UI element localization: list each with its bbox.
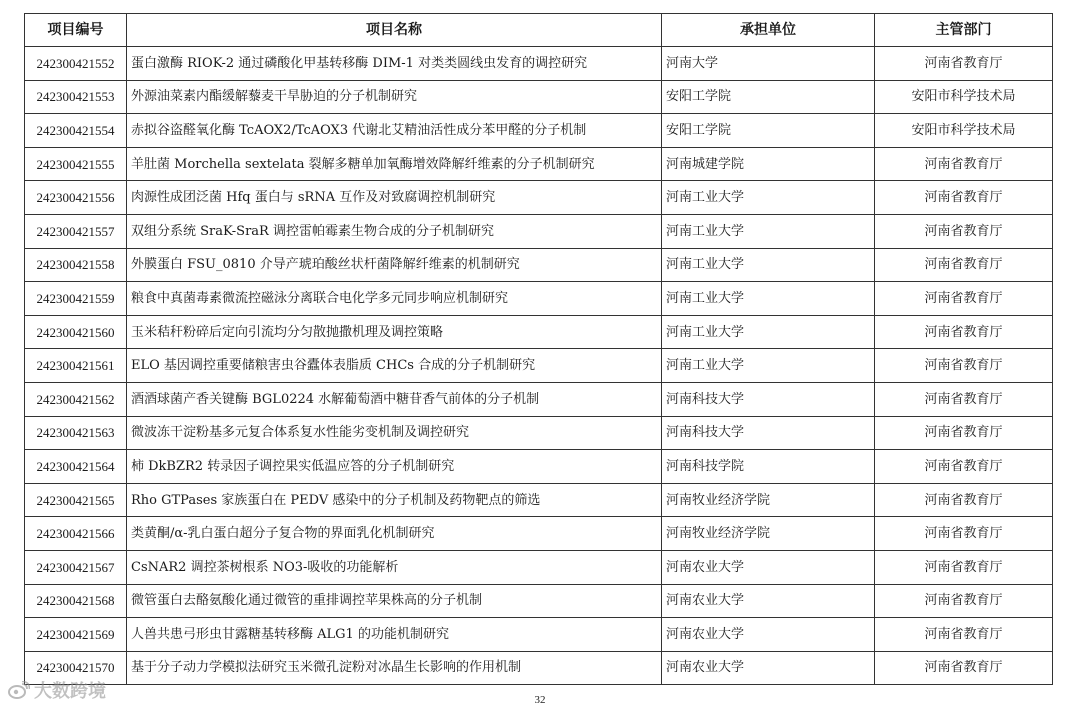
cell-project-name: 柿 DkBZR2 转录因子调控果实低温应答的分子机制研究 [127, 450, 662, 484]
cell-supervising-dept: 河南省教育厅 [875, 382, 1053, 416]
cell-supervising-dept: 河南省教育厅 [875, 315, 1053, 349]
cell-project-id: 242300421569 [25, 618, 127, 652]
table-row [25, 147, 1053, 181]
cell-undertaking-unit: 河南工业大学 [662, 315, 875, 349]
cell-undertaking-unit: 河南科技大学 [662, 416, 875, 450]
header-project-id: 项目编号 [25, 14, 127, 47]
cell-undertaking-unit: 河南牧业经济学院 [662, 483, 875, 517]
table-row [25, 181, 1053, 215]
cell-project-id: 242300421561 [25, 349, 127, 383]
cell-undertaking-unit: 河南科技学院 [662, 450, 875, 484]
cell-supervising-dept: 河南省教育厅 [875, 550, 1053, 584]
table-row [25, 248, 1053, 282]
cell-project-name: 酒酒球菌产香关键酶 BGL0224 水解葡萄酒中糖苷香气前体的分子机制 [127, 382, 662, 416]
cell-undertaking-unit: 河南工业大学 [662, 282, 875, 316]
cell-project-id: 242300421559 [25, 282, 127, 316]
cell-supervising-dept: 河南省教育厅 [875, 349, 1053, 383]
table-row [25, 382, 1053, 416]
cell-supervising-dept: 安阳市科学技术局 [875, 80, 1053, 114]
table-row [25, 550, 1053, 584]
cell-project-id: 242300421570 [25, 651, 127, 685]
table-row [25, 114, 1053, 148]
cell-project-id: 242300421562 [25, 382, 127, 416]
cell-project-name: 微管蛋白去酪氨酸化通过微管的重排调控苹果株高的分子机制 [127, 584, 662, 618]
cell-supervising-dept: 河南省教育厅 [875, 416, 1053, 450]
cell-undertaking-unit: 河南工业大学 [662, 248, 875, 282]
cell-undertaking-unit: 河南农业大学 [662, 651, 875, 685]
cell-project-name: 人兽共患弓形虫甘露糖基转移酶 ALG1 的功能机制研究 [127, 618, 662, 652]
cell-undertaking-unit: 河南大学 [662, 47, 875, 81]
cell-supervising-dept: 河南省教育厅 [875, 248, 1053, 282]
table-row [25, 517, 1053, 551]
cell-supervising-dept: 河南省教育厅 [875, 517, 1053, 551]
cell-supervising-dept: 河南省教育厅 [875, 618, 1053, 652]
cell-project-name: 赤拟谷盗醛氧化酶 TcAOX2/TcAOX3 代谢北艾精油活性成分苯甲醛的分子机制 [127, 114, 662, 148]
cell-project-id: 242300421567 [25, 550, 127, 584]
cell-undertaking-unit: 河南工业大学 [662, 181, 875, 215]
cell-project-name: 微波冻干淀粉基多元复合体系复水性能劣变机制及调控研究 [127, 416, 662, 450]
cell-undertaking-unit: 河南城建学院 [662, 147, 875, 181]
cell-undertaking-unit: 河南工业大学 [662, 349, 875, 383]
cell-project-name: 粮食中真菌毒素微流控磁泳分离联合电化学多元同步响应机制研究 [127, 282, 662, 316]
table-header-row [25, 14, 1053, 47]
table-row [25, 214, 1053, 248]
cell-undertaking-unit: 河南工业大学 [662, 214, 875, 248]
cell-project-name: 玉米秸秆粉碎后定向引流均分匀散抛撒机理及调控策略 [127, 315, 662, 349]
cell-project-name: 外膜蛋白 FSU_0810 介导产琥珀酸丝状杆菌降解纤维素的机制研究 [127, 248, 662, 282]
cell-project-name: 双组分系统 SraK-SraR 调控雷帕霉素生物合成的分子机制研究 [127, 214, 662, 248]
cell-undertaking-unit: 安阳工学院 [662, 114, 875, 148]
cell-project-name: CsNAR2 调控茶树根系 NO3-吸收的功能解析 [127, 550, 662, 584]
cell-project-id: 242300421554 [25, 114, 127, 148]
cell-supervising-dept: 安阳市科学技术局 [875, 114, 1053, 148]
cell-project-id: 242300421563 [25, 416, 127, 450]
cell-project-name: 蛋白激酶 RIOK-2 通过磷酸化甲基转移酶 DIM-1 对类类圆线虫发育的调控研究 [127, 47, 662, 81]
table-row [25, 315, 1053, 349]
cell-project-name: ELO 基因调控重要储粮害虫谷蠹体表脂质 CHCs 合成的分子机制研究 [127, 349, 662, 383]
cell-supervising-dept: 河南省教育厅 [875, 147, 1053, 181]
cell-undertaking-unit: 河南科技大学 [662, 382, 875, 416]
header-project-name: 项目名称 [127, 14, 662, 47]
table-row [25, 651, 1053, 685]
cell-project-id: 242300421565 [25, 483, 127, 517]
cell-undertaking-unit: 河南农业大学 [662, 584, 875, 618]
table-row [25, 349, 1053, 383]
watermark-text: 大数跨境 [34, 681, 106, 702]
cell-project-id: 242300421557 [25, 214, 127, 248]
cell-project-name: 类黄酮/α-乳白蛋白超分子复合物的界面乳化机制研究 [127, 517, 662, 551]
table-row [25, 618, 1053, 652]
page-number: 32 [534, 694, 546, 706]
cell-supervising-dept: 河南省教育厅 [875, 450, 1053, 484]
cell-undertaking-unit: 河南农业大学 [662, 550, 875, 584]
table-row [25, 483, 1053, 517]
cell-supervising-dept: 河南省教育厅 [875, 47, 1053, 81]
cell-project-name: 肉源性成团泛菌 Hfq 蛋白与 sRNA 互作及对致腐调控机制研究 [127, 181, 662, 215]
cell-supervising-dept: 河南省教育厅 [875, 181, 1053, 215]
table-row [25, 416, 1053, 450]
cell-project-name: 外源油菜素内酯缓解藜麦干旱胁迫的分子机制研究 [127, 80, 662, 114]
table-row [25, 282, 1053, 316]
cell-project-id: 242300421555 [25, 147, 127, 181]
cell-project-name: Rho GTPases 家族蛋白在 PEDV 感染中的分子机制及药物靶点的筛选 [127, 483, 662, 517]
table-body [25, 47, 1053, 685]
table-row [25, 450, 1053, 484]
cell-project-name: 基于分子动力学模拟法研究玉米微孔淀粉对冰晶生长影响的作用机制 [127, 651, 662, 685]
cell-project-id: 242300421566 [25, 517, 127, 551]
cell-undertaking-unit: 安阳工学院 [662, 80, 875, 114]
cell-supervising-dept: 河南省教育厅 [875, 282, 1053, 316]
cell-supervising-dept: 河南省教育厅 [875, 584, 1053, 618]
table-row [25, 80, 1053, 114]
cell-supervising-dept: 河南省教育厅 [875, 483, 1053, 517]
header-supervising-dept: 主管部门 [875, 14, 1053, 47]
cell-project-id: 242300421558 [25, 248, 127, 282]
table-row [25, 47, 1053, 81]
cell-project-id: 242300421556 [25, 181, 127, 215]
cell-project-id: 242300421560 [25, 315, 127, 349]
table-row [25, 584, 1053, 618]
cell-project-id: 242300421564 [25, 450, 127, 484]
cell-project-name: 羊肚菌 Morchella sextelata 裂解多糖单加氧酶增效降解纤维素的分子机制研究 [127, 147, 662, 181]
header-undertaking-unit: 承担单位 [662, 14, 875, 47]
cell-project-id: 242300421552 [25, 47, 127, 81]
cell-project-id: 242300421553 [25, 80, 127, 114]
cell-undertaking-unit: 河南农业大学 [662, 618, 875, 652]
cell-undertaking-unit: 河南牧业经济学院 [662, 517, 875, 551]
cell-supervising-dept: 河南省教育厅 [875, 214, 1053, 248]
cell-supervising-dept: 河南省教育厅 [875, 651, 1053, 685]
cell-project-id: 242300421568 [25, 584, 127, 618]
project-table [24, 13, 1053, 685]
